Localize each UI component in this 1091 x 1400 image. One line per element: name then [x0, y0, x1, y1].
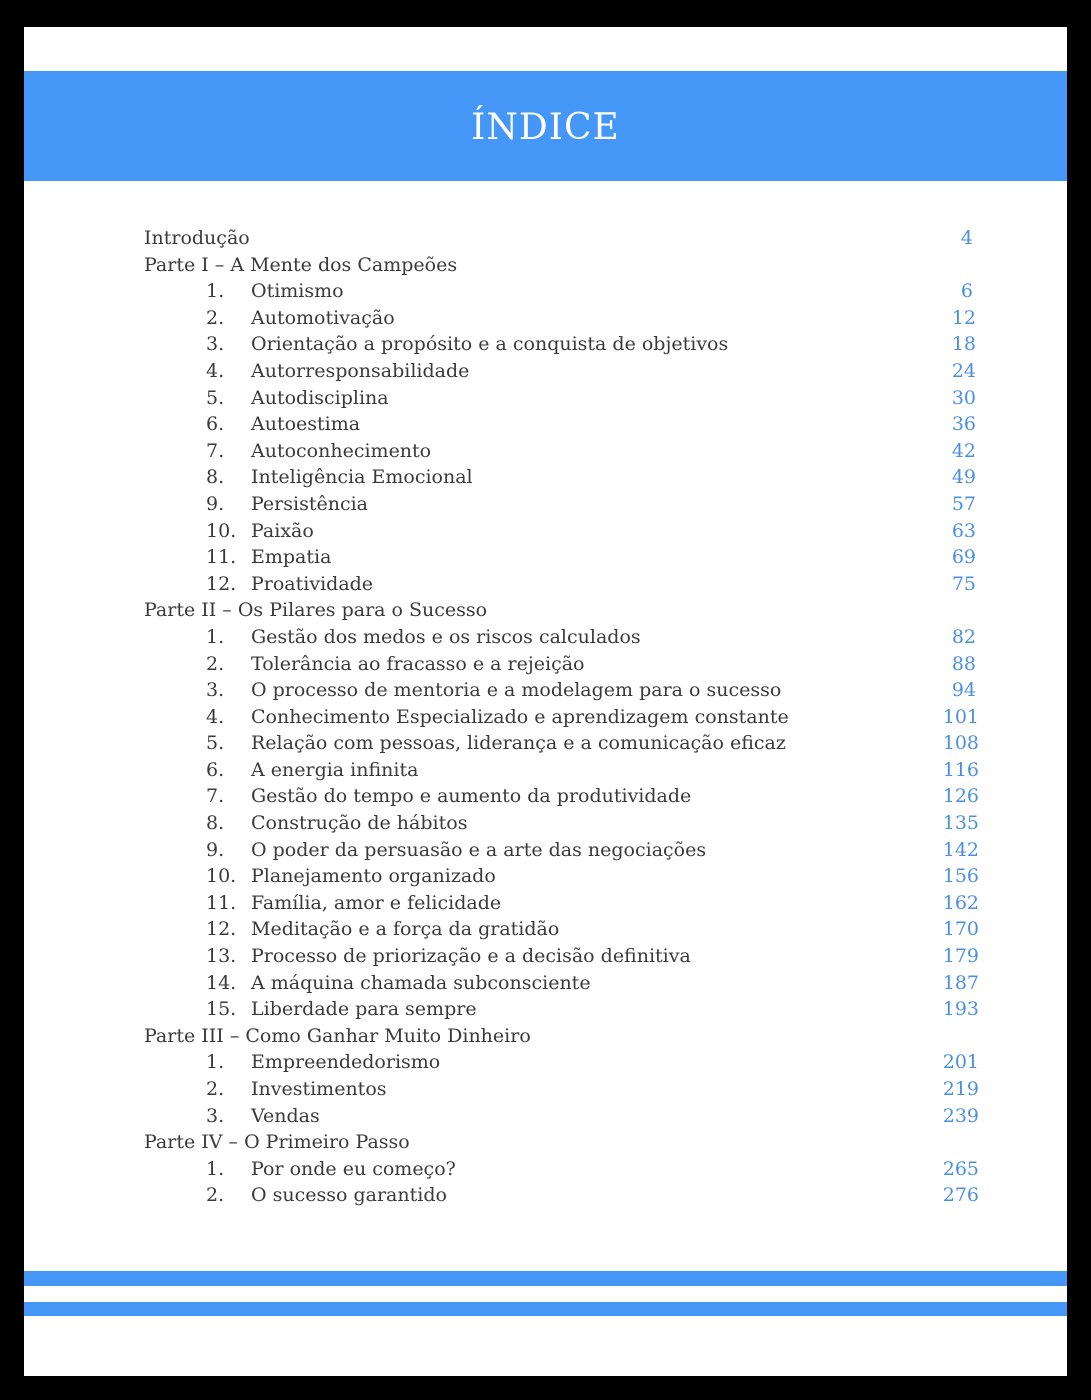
toc-entry-title: Planejamento organizado [251, 865, 496, 888]
toc-entry-row[interactable] [144, 704, 979, 731]
toc-page-number[interactable]: 101 [942, 705, 979, 728]
toc-page-number[interactable]: 108 [942, 732, 979, 755]
toc-entry-title: Autoconhecimento [251, 439, 432, 462]
toc-page-number[interactable]: 75 [951, 572, 976, 595]
toc-page-number[interactable]: 57 [951, 492, 976, 515]
toc-entry-number: 8. [206, 812, 225, 835]
footer-stripe-bottom [24, 1302, 1067, 1316]
toc-entry-title: Processo de priorização e a decisão definitiva [251, 945, 691, 968]
toc-entry-row[interactable] [144, 1103, 979, 1130]
toc-entry-title: A máquina chamada subconsciente [251, 971, 591, 994]
toc-entry-row[interactable] [144, 943, 979, 970]
toc-entry-number: 5. [206, 386, 225, 409]
toc-page-number[interactable]: 162 [942, 891, 979, 914]
toc-entry-title: Gestão do tempo e aumento da produtividade [251, 785, 692, 808]
toc-entry-row[interactable] [144, 464, 979, 491]
toc-entry-number: 5. [206, 732, 225, 755]
toc-page-number[interactable]: 276 [942, 1184, 979, 1207]
toc-entry-number: 7. [206, 439, 225, 462]
toc-entry-number: 12. [206, 572, 237, 595]
toc-entry-title: Autodisciplina [251, 386, 389, 409]
toc-page-number[interactable]: 126 [942, 785, 979, 808]
toc-entry-row[interactable] [144, 1156, 979, 1183]
toc-page-number[interactable]: 94 [951, 679, 976, 702]
toc-entry-number: 3. [206, 1104, 225, 1127]
toc-entry-row[interactable] [144, 916, 979, 943]
toc-entry-title: Construção de hábitos [251, 812, 468, 835]
toc-section-title: Parte IV – O Primeiro Passo [144, 1131, 410, 1154]
toc-entry-row[interactable] [144, 571, 979, 598]
toc-entry-number: 3. [206, 679, 225, 702]
toc-page-number[interactable]: 156 [942, 865, 979, 888]
toc-section-row[interactable] [144, 1023, 979, 1050]
toc-entry-row[interactable] [144, 331, 979, 358]
toc-page-number[interactable]: 6 [960, 280, 973, 303]
toc-entry-row[interactable] [144, 358, 979, 385]
toc-entry-title: Conhecimento Especializado e aprendizagem constante [251, 705, 789, 728]
toc-entry-title: Liberdade para sempre [251, 998, 477, 1021]
toc-entry-title: Tolerância ao fracasso e a rejeição [251, 652, 585, 675]
toc-page-number[interactable]: 239 [942, 1104, 979, 1127]
document-page [24, 27, 1067, 1376]
toc-section-row[interactable] [144, 597, 979, 624]
toc-section-title: Introdução [144, 227, 250, 249]
toc-entry-title: Gestão dos medos e os riscos calculados [251, 625, 641, 648]
toc-section-title: Parte II – Os Pilares para o Sucesso [144, 599, 488, 622]
toc-entry-row[interactable] [144, 518, 979, 545]
toc-section-title: Parte III – Como Ganhar Muito Dinheiro [144, 1024, 531, 1047]
toc-entry-title: Paixão [251, 519, 314, 542]
toc-entry-row[interactable] [144, 757, 979, 784]
toc-page-number[interactable]: 30 [951, 386, 976, 409]
toc-page-number[interactable]: 179 [942, 945, 979, 968]
toc-page-number[interactable]: 49 [951, 466, 976, 489]
toc-entry-number: 7. [206, 785, 225, 808]
toc-entry-number: 11. [206, 891, 237, 914]
toc-entry-row[interactable] [144, 305, 979, 332]
toc-entry-row[interactable] [144, 544, 979, 571]
toc-page-number[interactable]: 24 [951, 359, 976, 382]
toc-page-number[interactable]: 170 [942, 918, 979, 941]
toc-entry-row[interactable] [144, 278, 979, 305]
toc-entry-number: 2. [206, 652, 225, 675]
toc-entry-row[interactable] [144, 624, 979, 651]
toc-page-number[interactable]: 193 [942, 998, 979, 1021]
toc-page-number[interactable]: 63 [951, 519, 976, 542]
toc-entry-title: Autorresponsabilidade [251, 359, 470, 382]
toc-section-row[interactable] [144, 1129, 979, 1156]
toc-entry-row[interactable] [144, 730, 979, 757]
toc-page-number[interactable]: 42 [951, 439, 976, 462]
toc-entry-number: 2. [206, 1184, 225, 1207]
footer-stripe-top [24, 1271, 1067, 1286]
toc-entry-row[interactable] [144, 385, 979, 412]
toc-entry-number: 1. [206, 1157, 225, 1180]
toc-entry-row[interactable] [144, 1182, 979, 1209]
toc-section-title: Parte I – A Mente dos Campeões [144, 253, 458, 276]
toc-entry-row[interactable] [144, 677, 979, 704]
toc-entry-row[interactable] [144, 810, 979, 837]
page-title: ÍNDICE [471, 106, 620, 148]
toc-entry-row[interactable] [144, 783, 979, 810]
toc-entry-number: 2. [206, 1078, 225, 1100]
header-band [24, 71, 1067, 181]
toc-entry-title: Persistência [251, 492, 368, 515]
toc-page-number[interactable]: 135 [942, 812, 979, 835]
toc-entry-number: 15. [206, 998, 237, 1021]
toc-entry-number: 8. [206, 466, 225, 489]
toc-entry-row[interactable] [144, 996, 979, 1023]
toc-entry-number: 6. [206, 758, 225, 781]
toc-entry-row[interactable] [144, 970, 979, 997]
toc-entry-number: 9. [206, 492, 225, 515]
toc-entry-number: 1. [206, 280, 225, 303]
toc-entry-title: Proatividade [251, 572, 374, 595]
toc-entry-number: 14. [206, 971, 237, 994]
toc-page-number[interactable]: 69 [951, 546, 976, 569]
toc-entry-title: Otimismo [251, 280, 344, 303]
toc-entry-row[interactable] [144, 890, 979, 917]
toc-entry-title: Família, amor e felicidade [251, 891, 502, 914]
toc-entry-title: Meditação e a força da gratidão [251, 918, 560, 941]
toc-page-number[interactable]: 4 [960, 227, 973, 249]
toc-entry-title: Investimentos [251, 1078, 387, 1100]
toc-entry-row[interactable] [144, 411, 979, 438]
table-of-contents [144, 225, 979, 1209]
toc-entry-row[interactable] [144, 1076, 979, 1103]
toc-entry-number: 1. [206, 625, 225, 648]
toc-page-number[interactable]: 18 [951, 333, 976, 356]
toc-entry-number: 3. [206, 333, 225, 356]
toc-entry-row[interactable] [144, 491, 979, 518]
toc-entry-number: 4. [206, 359, 225, 382]
toc-section-row[interactable] [144, 252, 979, 279]
toc-entry-number: 6. [206, 413, 225, 436]
toc-page-number[interactable]: 201 [942, 1051, 979, 1074]
toc-entry-title: Relação com pessoas, liderança e a comunicação eficaz [251, 732, 786, 755]
toc-entry-title: Empatia [251, 546, 332, 569]
toc-entry-title: O poder da persuasão e a arte das negociações [251, 838, 707, 861]
toc-entry-title: O sucesso garantido [251, 1184, 447, 1207]
toc-page-number[interactable]: 82 [951, 625, 976, 648]
toc-entry-row[interactable] [144, 1049, 979, 1076]
toc-page-number[interactable]: 116 [942, 758, 979, 781]
toc-entry-number: 4. [206, 705, 225, 728]
toc-entry-title: O processo de mentoria e a modelagem para o sucesso [251, 679, 782, 702]
toc-entry-number: 9. [206, 838, 225, 861]
toc-entry-title: Inteligência Emocional [251, 466, 473, 489]
toc-entry-row[interactable] [144, 438, 979, 465]
toc-entry-title: Autoestima [251, 413, 361, 436]
toc-entry-row[interactable] [144, 651, 979, 678]
toc-entry-title: Orientação a propósito e a conquista de objetivos [251, 333, 729, 356]
toc-entry-title: Automotivação [251, 306, 395, 329]
toc-page-number[interactable]: 219 [942, 1078, 979, 1100]
toc-page-number[interactable]: 12 [951, 306, 976, 329]
toc-entry-title: A energia infinita [251, 758, 419, 781]
toc-entry-row[interactable] [144, 863, 979, 890]
toc-entry-number: 10. [206, 519, 237, 542]
toc-page-number[interactable]: 142 [942, 838, 979, 861]
toc-entry-number: 1. [206, 1051, 225, 1074]
toc-page-number[interactable]: 187 [942, 971, 979, 994]
toc-entry-title: Empreendedorismo [251, 1051, 441, 1074]
toc-page-number[interactable]: 265 [942, 1157, 979, 1180]
toc-entry-title: Por onde eu começo? [251, 1157, 456, 1180]
toc-entry-number: 13. [206, 945, 237, 968]
toc-entry-number: 11. [206, 546, 237, 569]
toc-page-number[interactable]: 36 [951, 413, 976, 436]
toc-entry-number: 12. [206, 918, 237, 941]
toc-entry-number: 2. [206, 306, 225, 329]
toc-entry-row[interactable] [144, 837, 979, 864]
toc-section-row[interactable] [144, 225, 979, 252]
toc-page-number[interactable]: 88 [951, 652, 976, 675]
toc-entry-number: 10. [206, 865, 237, 888]
toc-entry-title: Vendas [251, 1104, 320, 1127]
